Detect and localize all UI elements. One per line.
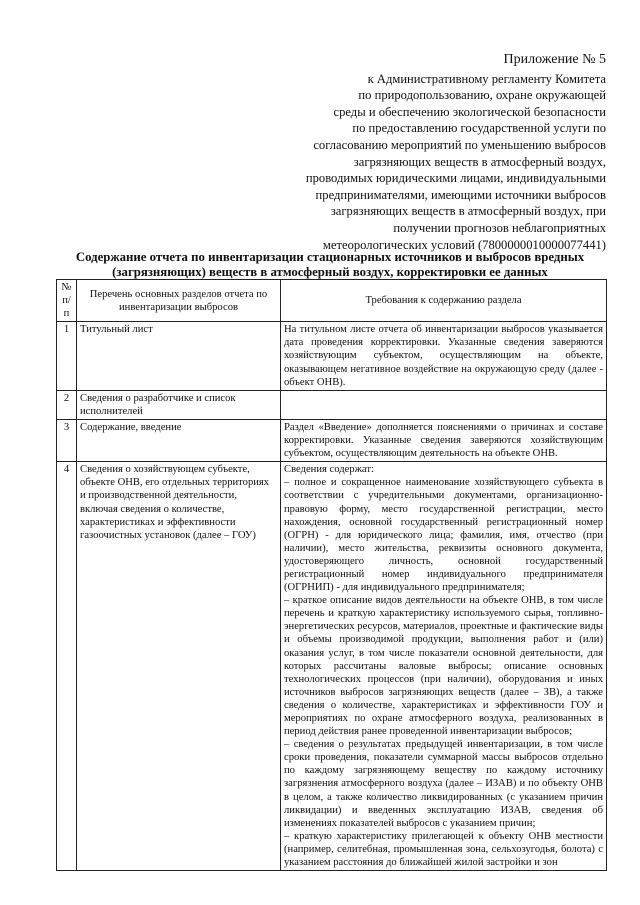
table-row [57,419,607,461]
requirements-bullet: – краткую характеристику прилегающей к объекту ОНВ местности (например, селитебная, промышленная зона, сельхозугодья, болота) с указанием расстояния до ближайшей жилой застройки и зон [284,830,603,869]
appendix-line: по предоставлению государственной услуги по [352,121,606,136]
appendix-line: получении прогнозов неблагоприятных [393,220,606,235]
table-row [57,322,607,390]
row-num: 4 [57,462,77,871]
row-section: Сведения о разработчике и список исполнителей [77,390,281,419]
table-row [57,390,607,419]
requirements-text: Сведения содержат: [284,464,374,476]
requirements-bullet: – сведения о результатах предыдущей инвентаризации, в том числе сроки проведения, показатели суммарной массы выбросов отдельно по каждому загрязняющему веществу по каждому источнику загрязнения атмосферного воздуха (далее – ИЗАВ) и по объекту ОНВ в целом, а также количество ликвидированных (с указанием причин ликвидации) и введенных эксплуатацию ИЗАВ, сведения об изменениях показателей выбросов с указанием причин; [284,739,603,829]
row-requirements [281,419,607,461]
appendix-line: по природопользованию, охране окружающей [358,88,606,103]
header-section: Перечень основных разделов отчета по инвентаризации выбросов [77,280,281,322]
table-header-row [57,280,607,322]
row-requirements [281,322,607,390]
row-requirements [281,462,607,871]
row-num: 1 [57,322,77,390]
requirements-text: На титульном листе отчета об инвентаризации выбросов указывается дата проведения корректировки. Указанные сведения заверяются хозяйствующим субъектом, осуществляющим на объекте, оказывающем негативное воздействие на окружающую среду (далее - объект ОНВ). [284,324,603,388]
requirements-bullet: – полное и сокращенное наименование хозяйствующего субъекта в соответствии с учредительными документами, организационно-правовую форму, место государственной регистрации, место нахождения, основной государственный регистрационный номер (ОГРН) - для юридического лица; фамилия, имя, отчество (при наличии), место жительства, реквизиты основного документа, удостоверяющего личность, основной государственный регистрационный номер индивидуального предпринимателя (ОГРНИП) - для индивидуального предпринимателя; [284,477,603,594]
document-title [60,250,600,280]
appendix-block [246,52,606,253]
row-section: Сведения о хозяйствующем субъекте, объекте ОНВ, его отдельных территориях и производственной деятельности, включая сведения о количестве, характеристиках и эффективности газоочистных установок (далее – ГОУ) [77,462,281,871]
requirements-text: Раздел «Введение» дополняется пояснениями о причинах и составе корректировки. Указанные сведения заверяются хозяйствующим субъектом, осуществляющим деятельность на объекте ОНВ. [284,421,603,460]
appendix-line: метеорологических условий (7800000010000077441) [322,237,606,252]
header-requirements: Требования к содержанию раздела [281,280,607,322]
appendix-line: загрязняющих веществ в атмосферный воздух, [353,154,606,169]
appendix-line: проводимых юридическими лицами, индивидуальными [305,171,606,186]
appendix-header: Приложение № 5 [503,52,606,67]
row-section: Содержание, введение [77,419,281,461]
appendix-line: предпринимателями, имеющими источники выбросов [315,187,606,202]
report-content-table [56,279,607,871]
table-row [57,462,607,871]
row-section: Титульный лист [77,322,281,390]
row-num: 3 [57,419,77,461]
row-requirements [281,390,607,419]
header-num: № п/п [57,280,77,322]
appendix-line: среды и обеспечению экологической безопасности [333,104,606,119]
appendix-line: загрязняющих веществ в атмосферный воздух, при [330,204,606,219]
row-num: 2 [57,390,77,419]
appendix-line: к Административному регламенту Комитета [367,71,606,86]
document-title-line: (загрязняющих) веществ в атмосферный воздух, корректировки ее данных [112,265,548,279]
requirements-bullet: – краткое описание видов деятельности на объекте ОНВ, в том числе перечень и краткую характеристику используемого сырья, топливно-энергетических ресурсов, материалов, проектные и фактические виды и объемы производимой продукции, выполнения работ и (или) оказания услуг, в том числе показатели основной деятельности, для которых рассчитаны валовые выбросы; описание основных технологических процессов (при наличии), оборудования и иных источников выбросов загрязняющих веществ (далее – ЗВ), а также сведения о количестве, характеристиках и эффективности ГОУ и мероприятиях по охране атмосферного воздуха, реализованных в период действия ранее проведенной инвентаризации выбросов; [284,595,603,738]
appendix-line: согласованию мероприятий по уменьшению выбросов [313,137,606,152]
document-title-line: Содержание отчета по инвентаризации стационарных источников и выбросов вредных [75,250,585,264]
